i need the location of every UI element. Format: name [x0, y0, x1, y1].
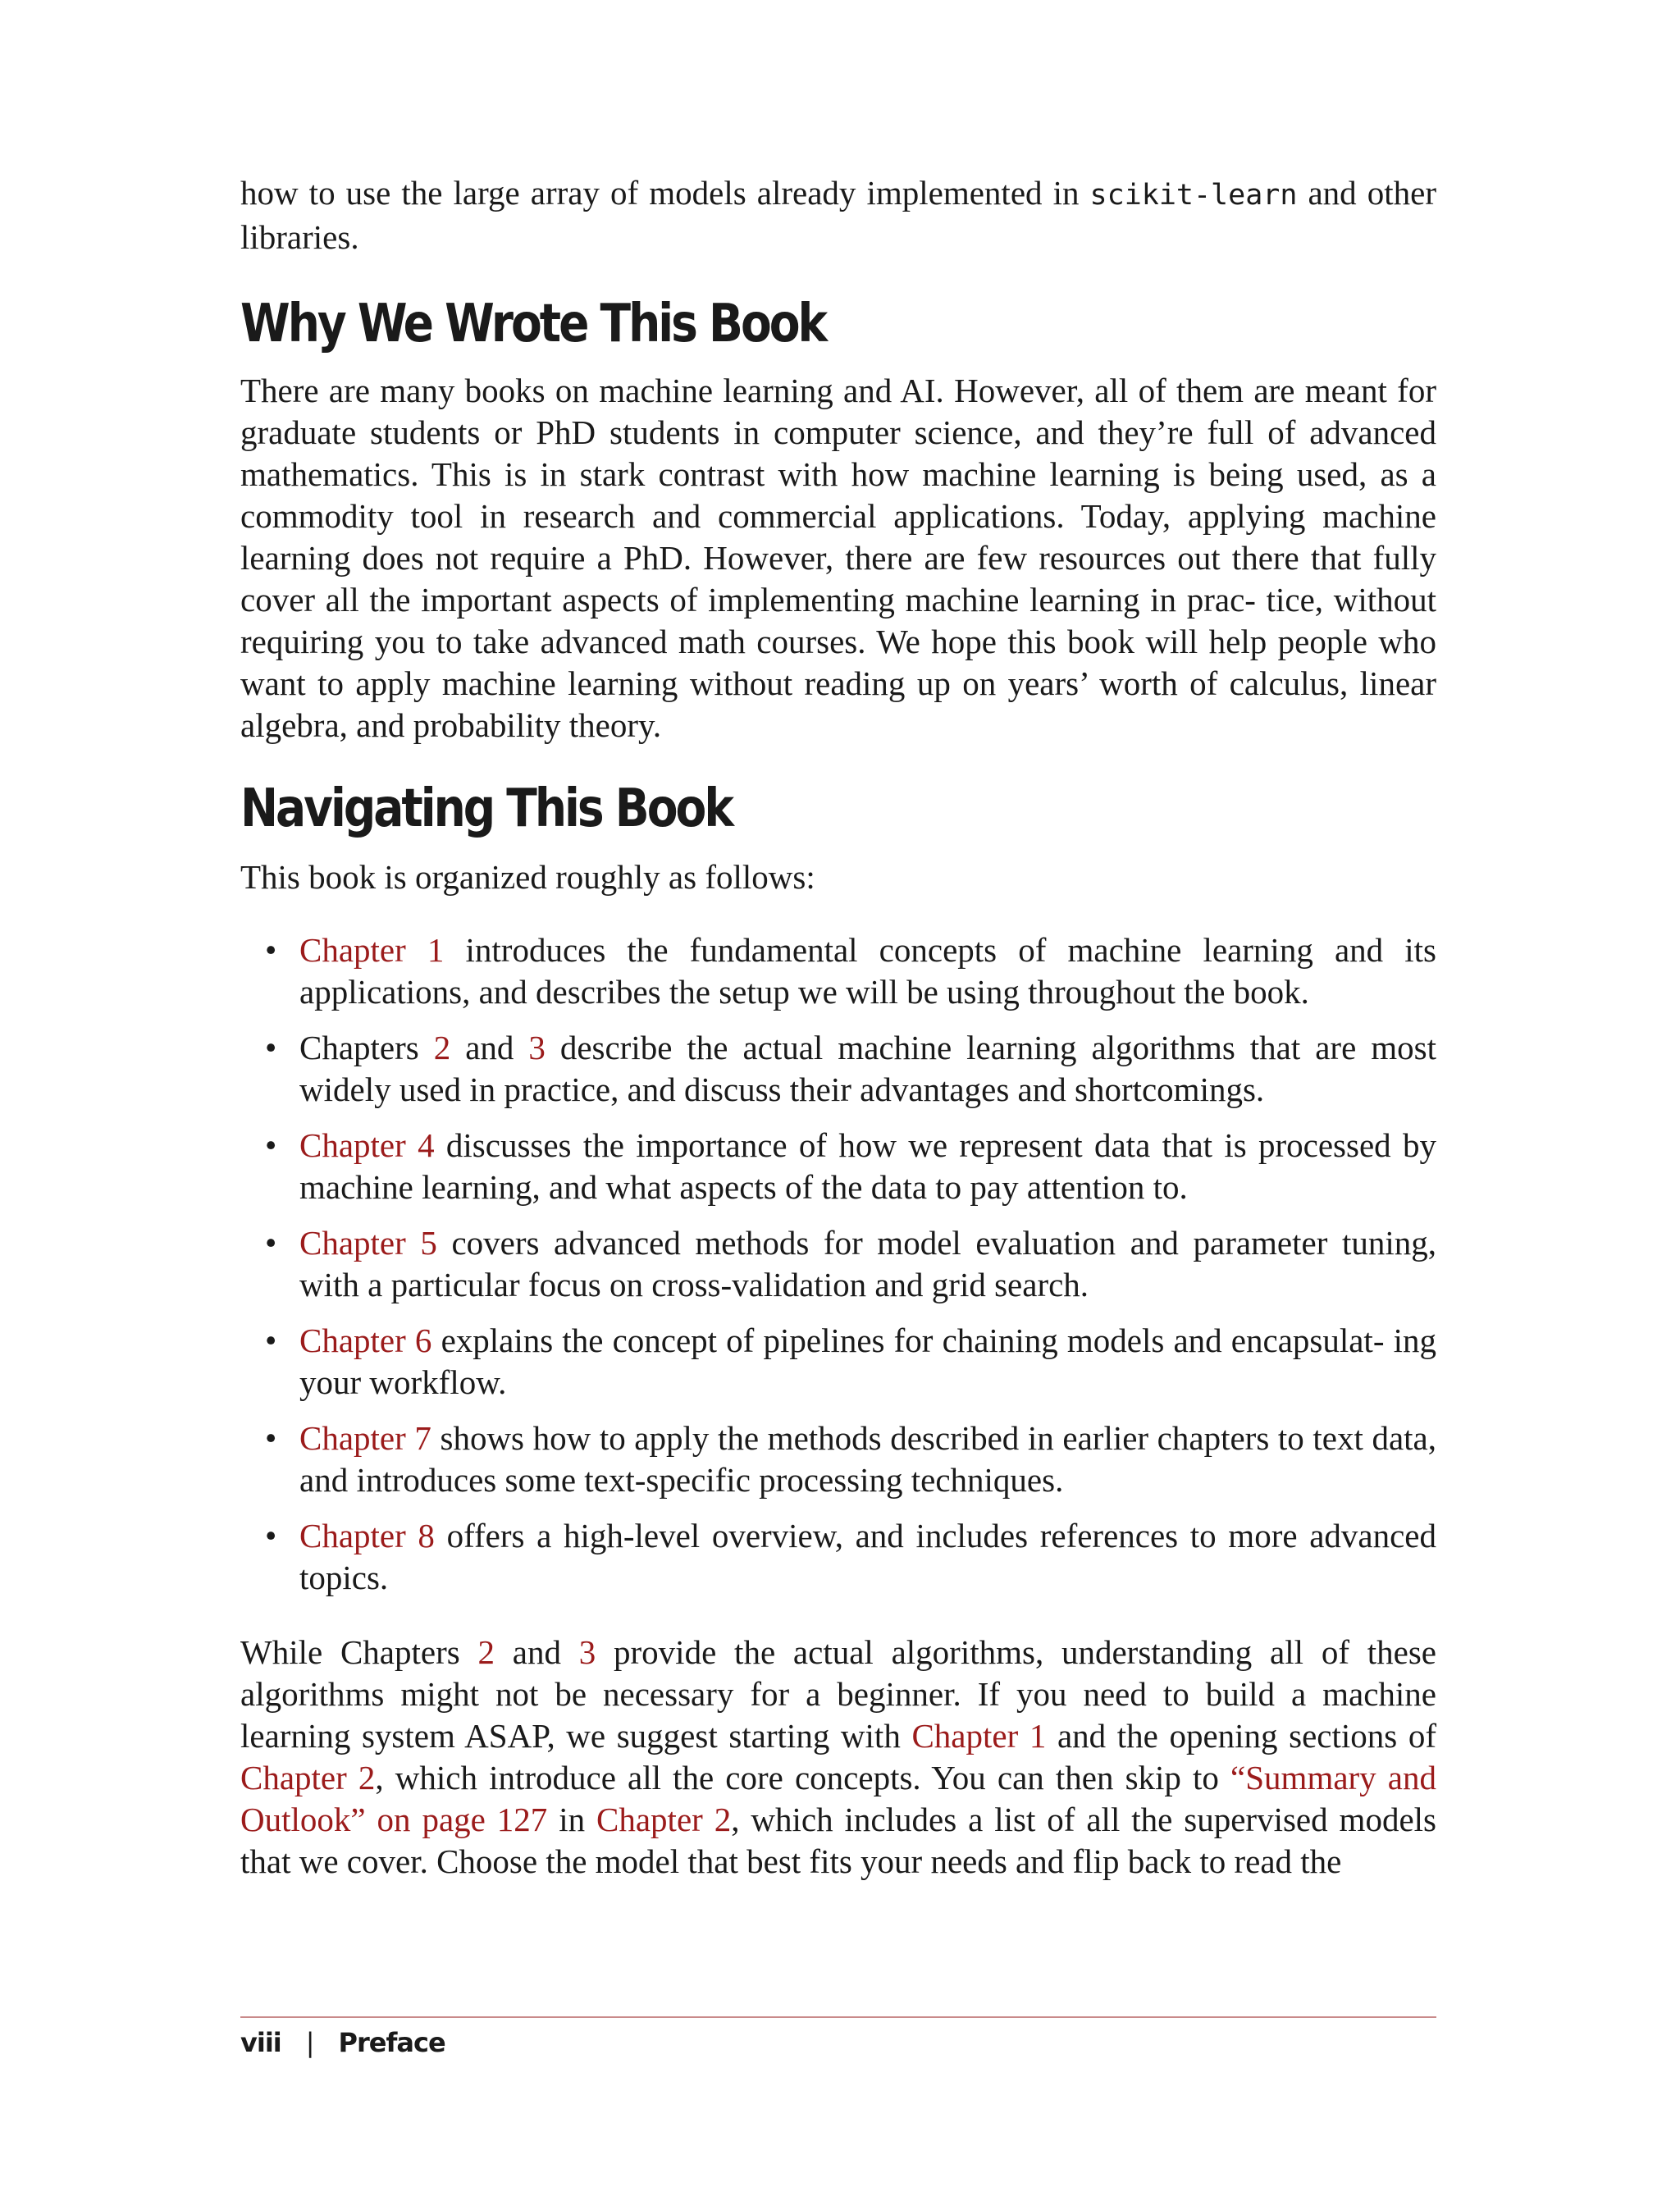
list-item [240, 1027, 1436, 1111]
closing-text: and the opening sections of [1046, 1717, 1437, 1755]
list-item-text: shows how to apply the methods described in earlier chapters to text data, and introduces some text-specific processing techniques. [299, 1419, 1436, 1499]
list-item-text: and [450, 1029, 529, 1066]
intro-text-after: and other libraries. [240, 174, 1436, 256]
page-footer [240, 2026, 445, 2059]
list-item [240, 1320, 1436, 1404]
footer-separator: | [305, 2027, 314, 2058]
chapter-2-link[interactable]: Chapter 2 [596, 1801, 732, 1838]
section-heading-navigating: Navigating This Book [240, 778, 732, 839]
list-item-text: introduces the fundamental concepts of machine learning and its applications, and describes the setup we will be using throughout the book. [299, 931, 1436, 1011]
chapter-8-link[interactable]: Chapter 8 [299, 1517, 435, 1554]
chapter-2-link[interactable]: Chapter 2 [240, 1759, 376, 1796]
chapter-list [240, 929, 1436, 1599]
closing-text: , which introduce all the core concepts. You can then skip to [375, 1759, 1231, 1796]
bullet-icon: • [265, 1517, 277, 1554]
intro-text-before: how to use the large array of models already implemented in [240, 174, 1090, 212]
why-paragraph: There are many books on machine learning and AI. However, all of them are meant for graduate students or PhD students in computer science, and they’re full of advanced mathematics. This is in stark contrast with how machine learning is being used, as a commodity tool in research and commercial applications. Today, applying machine learning does not require a PhD. However, there are few resources out there that fully cover all the important aspects of implementing machine learning in prac‐ tice, without requiring you to take advanced math courses. We hope this book will help people who want to apply machine learning without reading up on years’ worth of calculus, linear algebra, and probability theory. [240, 372, 1436, 744]
bullet-icon: • [265, 931, 277, 969]
page-number: viii [240, 2027, 281, 2058]
chapter-3-link[interactable]: 3 [578, 1633, 596, 1671]
section-heading-why: Why We Wrote This Book [240, 294, 826, 354]
bullet-icon: • [265, 1224, 277, 1262]
chapter-5-link[interactable]: Chapter 5 [299, 1224, 437, 1262]
list-item-text: Chapters [299, 1029, 434, 1066]
chapter-4-link[interactable]: Chapter 4 [299, 1126, 435, 1164]
navigating-intro: This book is organized roughly as follows: [240, 858, 815, 896]
bullet-icon: • [265, 1419, 277, 1457]
bullet-icon: • [265, 1126, 277, 1164]
closing-text: in [547, 1801, 597, 1838]
closing-text: While Chapters [240, 1633, 478, 1671]
page-content [240, 172, 1436, 1883]
bullet-icon: • [265, 1029, 277, 1066]
closing-paragraph [240, 1632, 1436, 1883]
list-item-text: explains the concept of pipelines for chaining models and encapsulat‐ ing your workflow. [299, 1322, 1437, 1401]
chapter-7-link[interactable]: Chapter 7 [299, 1419, 431, 1457]
chapter-3-link[interactable]: 3 [528, 1029, 546, 1066]
list-item [240, 1222, 1436, 1306]
list-item [240, 1418, 1436, 1501]
chapter-1-link[interactable]: Chapter 1 [299, 931, 445, 969]
inline-code: scikit-learn [1089, 179, 1298, 212]
chapter-2-link[interactable]: 2 [433, 1029, 451, 1066]
chapter-6-link[interactable]: Chapter 6 [299, 1322, 432, 1359]
summary-and-outlook-link[interactable]: “Summary and Outlook” on page 127 [240, 1759, 1436, 1838]
list-item-text: covers advanced methods for model evaluation and parameter tuning, with a particular focus on cross-validation and grid search. [299, 1224, 1436, 1303]
closing-text: provide the actual algorithms, understanding all of these algorithms might not be necessary for a beginner. If you need to build a machine learning system ASAP, we suggest starting with [240, 1633, 1436, 1755]
footer-section-title: Preface [338, 2027, 445, 2058]
chapter-2-link[interactable]: 2 [477, 1633, 495, 1671]
list-item [240, 929, 1436, 1013]
closing-text: and [494, 1633, 579, 1671]
footer-divider [240, 2016, 1436, 2018]
closing-text: , which includes a list of all the supervised models that we cover. Choose the model that best fits your needs and flip back to read the [240, 1801, 1436, 1880]
list-item [240, 1515, 1436, 1599]
list-item [240, 1125, 1436, 1208]
list-item-text: discusses the importance of how we represent data that is processed by machine learning, and what aspects of the data to pay attention to. [299, 1126, 1436, 1206]
chapter-1-link[interactable]: Chapter 1 [911, 1717, 1047, 1755]
list-item-text: describe the actual machine learning algorithms that are most widely used in practice, and discuss their advantages and shortcomings. [299, 1029, 1436, 1108]
list-item-text: offers a high-level overview, and includes references to more advanced topics. [299, 1517, 1436, 1596]
bullet-icon: • [265, 1322, 277, 1359]
intro-paragraph [240, 172, 1436, 258]
